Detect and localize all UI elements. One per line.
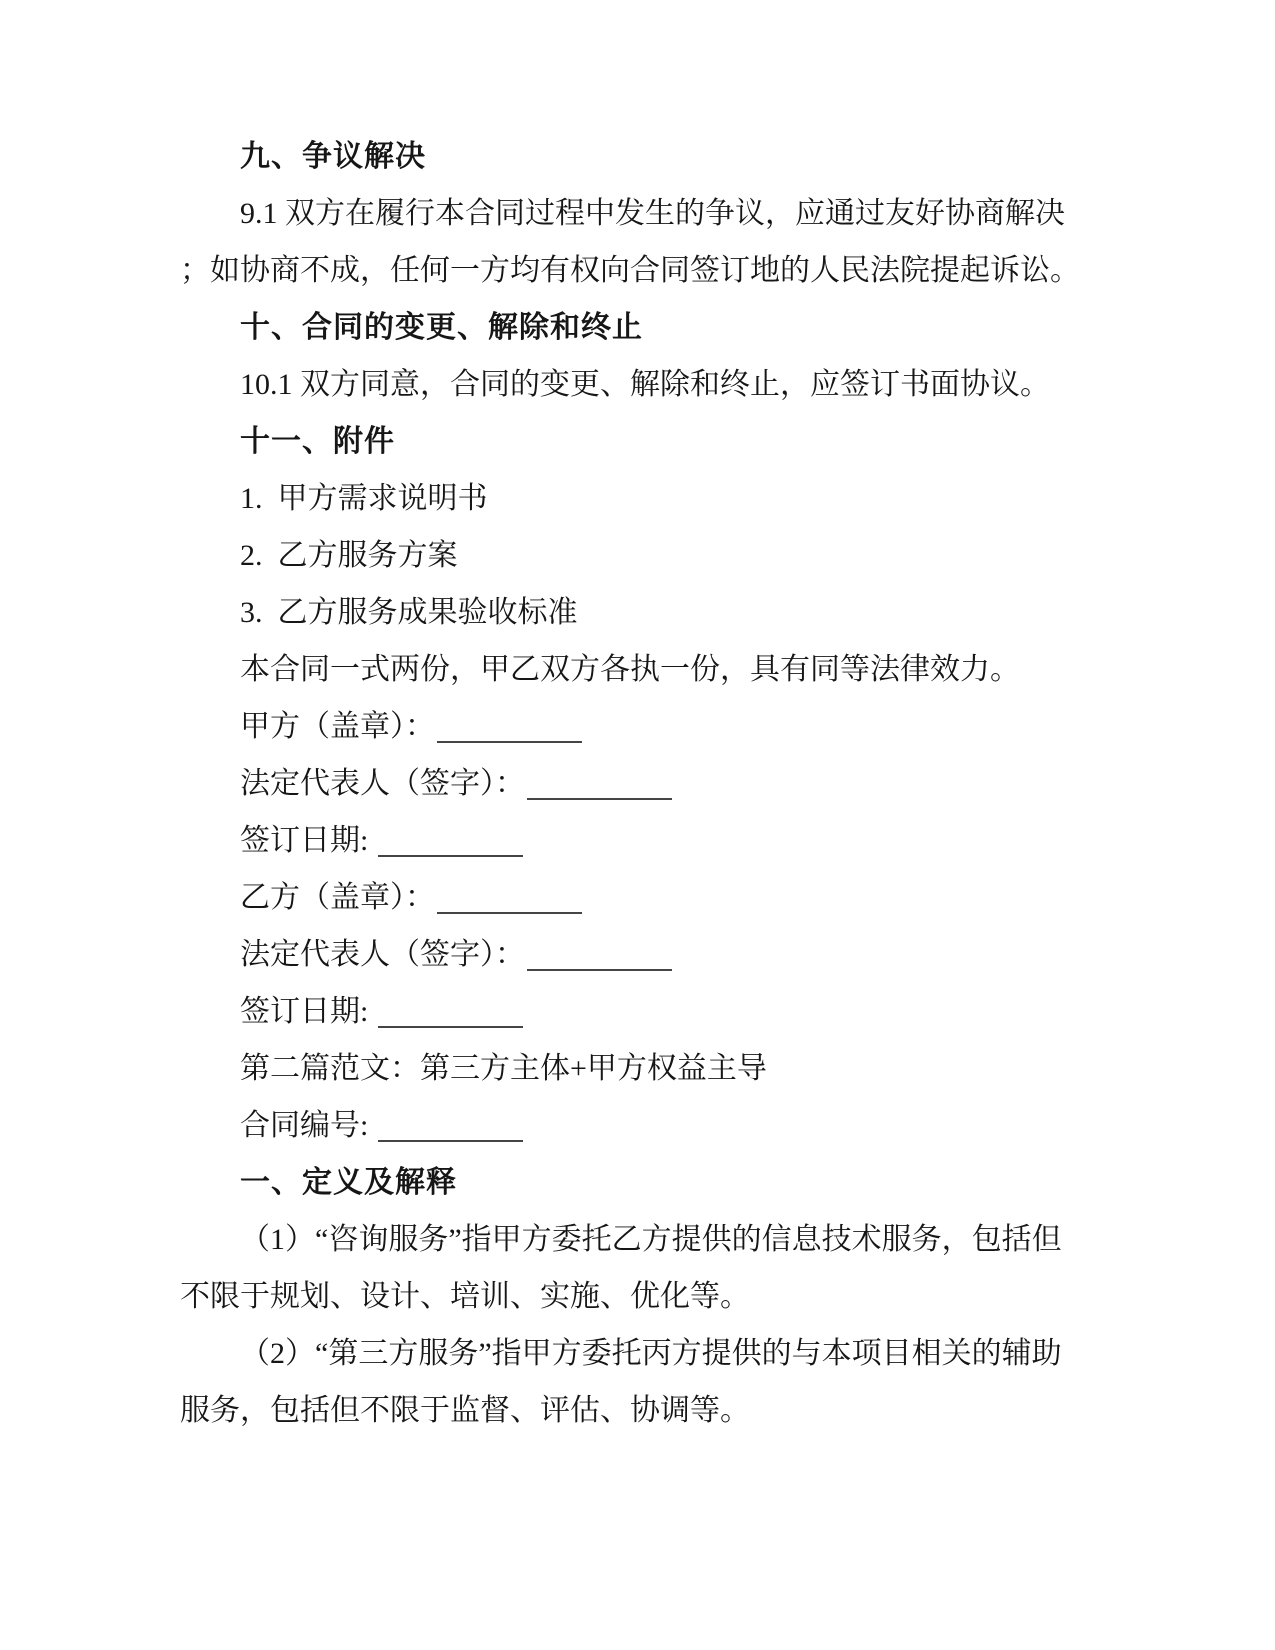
definition-2-line-2: 服务，包括但不限于监督、评估、协调等。 [180,1394,750,1427]
party-a-sign-date-field [180,812,1095,869]
party-a-representative-field [180,755,1095,812]
party-b-representative-blank [527,935,672,971]
party-b-seal-field [180,869,1095,926]
party-b-sign-date-field [180,983,1095,1040]
attachment-item-2: 2. 乙方服务方案 [240,539,458,572]
contract-number-label: 合同编号: [240,1109,376,1142]
clause-9-1-line-1: 9.1 双方在履行本合同过程中发生的争议，应通过友好协商解决 [240,197,1065,230]
section-heading-attachments: 十一、附件 [240,425,395,458]
party-a-representative-blank [527,764,672,800]
section-heading-dispute-resolution: 九、争议解决 [240,140,426,173]
counterparts-statement: 本合同一式两份，甲乙双方各执一份，具有同等法律效力。 [240,653,1020,686]
party-b-seal-blank [437,878,582,914]
second-template-title: 第二篇范文：第三方主体+甲方权益主导 [240,1052,767,1085]
party-a-sign-date-label: 签订日期: [240,824,376,857]
party-b-seal-label: 乙方（盖章）： [240,881,435,914]
party-a-seal-field [180,698,1095,755]
section-heading-contract-change-termination: 十、合同的变更、解除和终止 [240,311,643,344]
clause-10-1: 10.1 双方同意，合同的变更、解除和终止，应签订书面协议。 [240,368,1050,401]
definition-1-line-2: 不限于规划、设计、培训、实施、优化等。 [180,1280,750,1313]
party-b-sign-date-blank [378,992,523,1028]
definition-1-line-1: （1）“咨询服务”指甲方委托乙方提供的信息技术服务，包括但 [240,1223,1062,1256]
section-heading-definitions: 一、定义及解释 [240,1166,457,1199]
party-b-sign-date-label: 签订日期: [240,995,376,1028]
party-b-representative-label: 法定代表人（签字）： [240,938,525,971]
contract-number-field [180,1097,1095,1154]
party-a-sign-date-blank [378,821,523,857]
attachment-item-3: 3. 乙方服务成果验收标准 [240,596,578,629]
contract-number-blank [378,1106,523,1142]
party-a-seal-blank [437,707,582,743]
party-a-representative-label: 法定代表人（签字）： [240,767,525,800]
definition-2-line-1: （2）“第三方服务”指甲方委托丙方提供的与本项目相关的辅助 [240,1337,1062,1370]
party-a-seal-label: 甲方（盖章）： [240,710,435,743]
document-body [180,128,1095,1439]
attachment-item-1: 1. 甲方需求说明书 [240,482,488,515]
clause-9-1-line-2: ；如协商不成，任何一方均有权向合同签订地的人民法院提起诉讼。 [180,254,1080,287]
party-b-representative-field [180,926,1095,983]
